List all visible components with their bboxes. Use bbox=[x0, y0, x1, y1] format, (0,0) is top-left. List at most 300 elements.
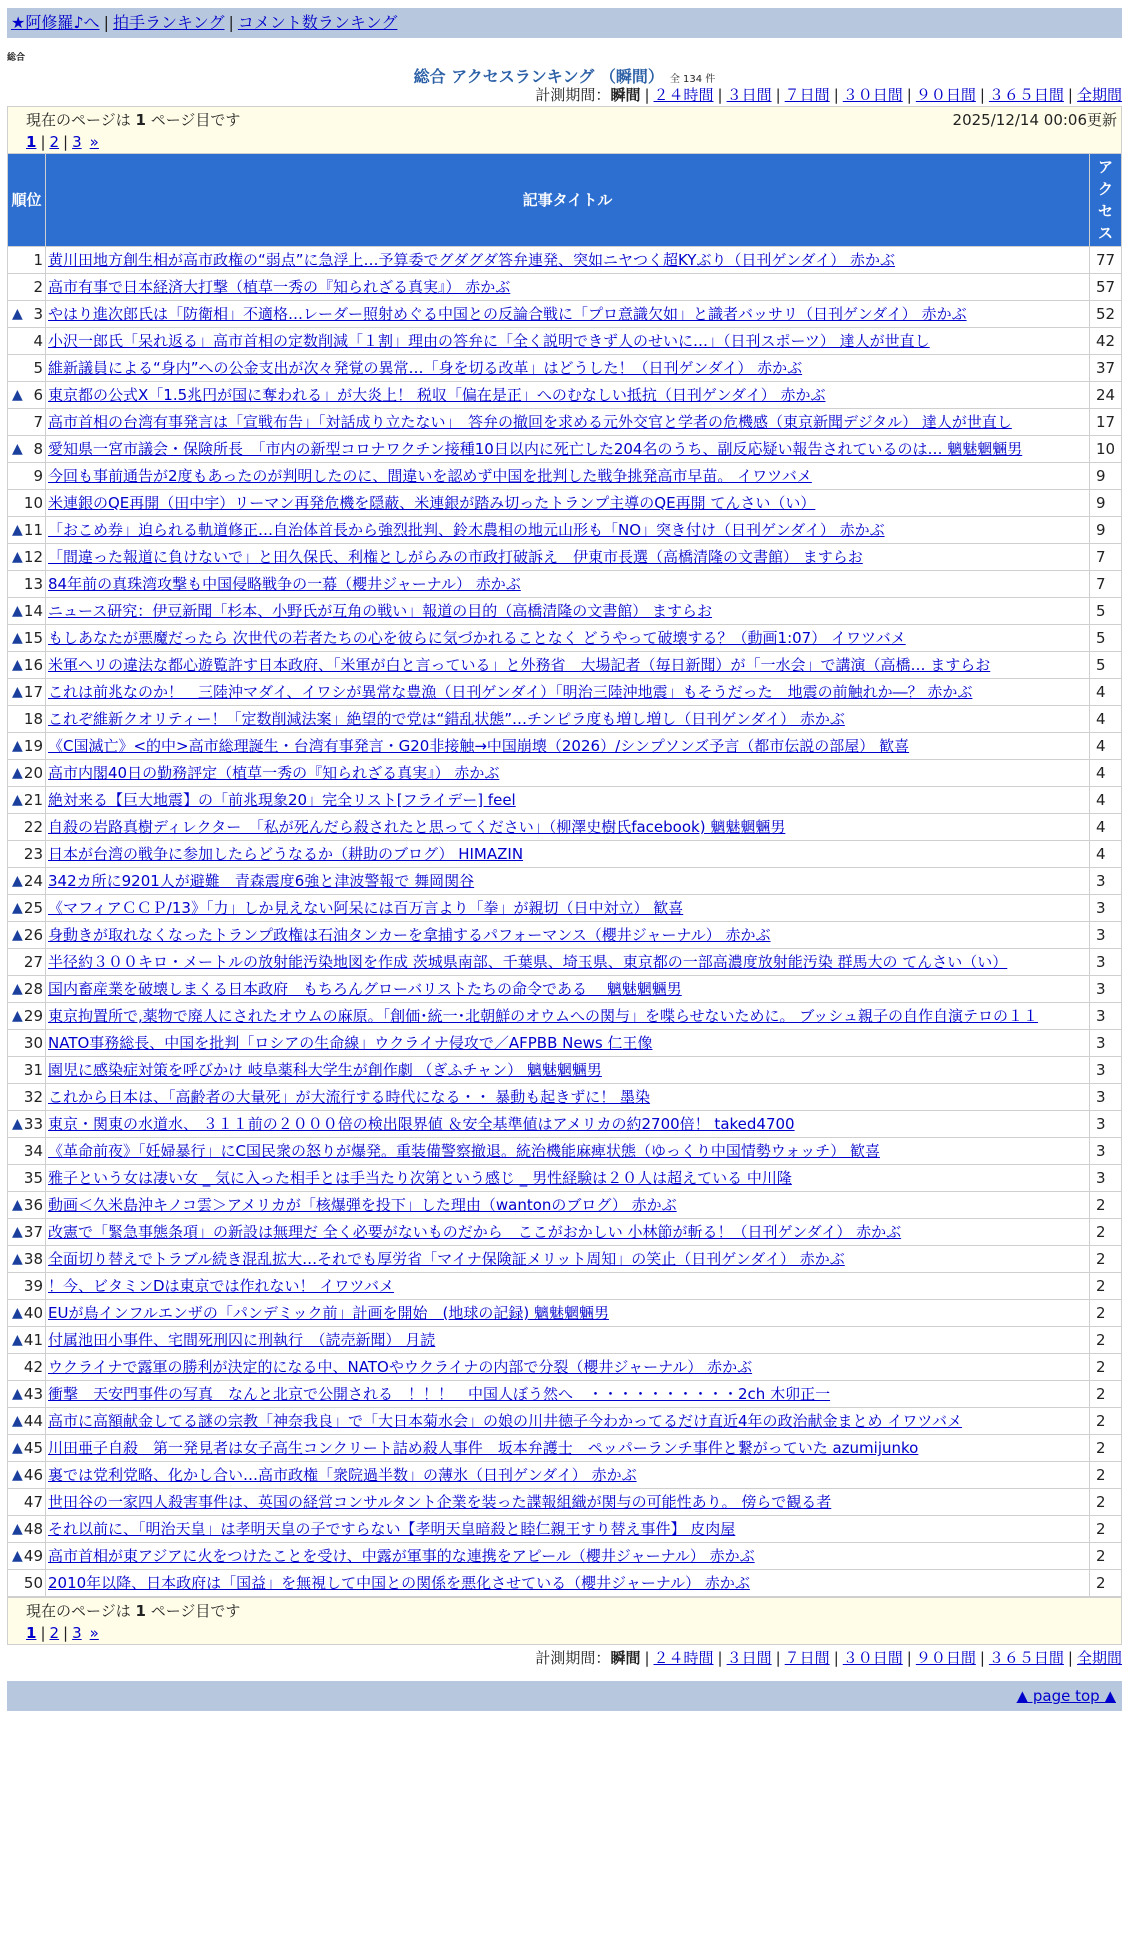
rank-cell bbox=[8, 949, 46, 976]
table-row bbox=[8, 1408, 1122, 1435]
up-arrow-icon: ▲ bbox=[12, 306, 23, 322]
article-link[interactable]: 今回も事前通告が2度もあったのが判明したのに、間違いを認めず中国を批判した戦争挑発高市早苗。 イワツバメ bbox=[48, 467, 812, 485]
title-cell bbox=[46, 679, 1090, 706]
period-link-3[interactable]: ３０日間 bbox=[842, 1649, 903, 1667]
rank-number: 16 bbox=[23, 656, 43, 674]
title-cell bbox=[46, 463, 1090, 490]
article-link[interactable]: それ以前に、「明治天皇」は孝明天皇の子ですらない【孝明天皇暗殺と睦仁親王すり替え事件】 皮肉屋 bbox=[48, 1520, 736, 1538]
article-link[interactable]: 2010年以降、日本政府は「国益」を無視して中国との関係を悪化させている（櫻井ジャーナル） 赤かぶ bbox=[48, 1574, 750, 1592]
access-count: 2 bbox=[1090, 1219, 1122, 1246]
title-cell bbox=[46, 1489, 1090, 1516]
up-arrow-icon: ▲ bbox=[12, 1386, 23, 1402]
pager-link-1[interactable]: 3 bbox=[72, 133, 82, 151]
article-link[interactable]: 《革命前夜》「妊婦暴行」にC国民衆の怒りが爆発。重装備警察撤退。統治機能麻痺状態（ゆっくり中国情勢ウォッチ） 歓喜 bbox=[48, 1142, 880, 1160]
rank-number: 45 bbox=[23, 1439, 43, 1457]
table-row bbox=[8, 1570, 1122, 1597]
title-cell bbox=[46, 1408, 1090, 1435]
article-link[interactable]: これぞ維新クオリティー！「定数削減法案」絶望的で党は“錯乱状態”…チンピラ度も増し増し（日刊ゲンダイ） 赤かぶ bbox=[48, 710, 845, 728]
access-count: 9 bbox=[1090, 517, 1122, 544]
rank-number: 12 bbox=[23, 548, 43, 566]
rank-cell bbox=[8, 1327, 46, 1354]
article-link[interactable]: 342カ所に9201人が避難 青森震度6強と津波警報で 舞岡関谷 bbox=[48, 872, 475, 890]
up-arrow-icon: ▲ bbox=[12, 792, 23, 808]
nav-separator: | bbox=[103, 13, 109, 32]
rank-number: 37 bbox=[23, 1223, 43, 1241]
rank-number: 46 bbox=[23, 1466, 43, 1484]
header-title: 記事タイトル bbox=[46, 154, 1090, 247]
title-cell bbox=[46, 949, 1090, 976]
access-count: 3 bbox=[1090, 1111, 1122, 1138]
article-link[interactable]: EUが鳥インフルエンザの「パンデミック前」計画を開始 (地球の記録) 魑魅魍魎男 bbox=[48, 1304, 610, 1322]
title-cell bbox=[46, 382, 1090, 409]
rank-cell bbox=[8, 1246, 46, 1273]
access-count: 2 bbox=[1090, 1570, 1122, 1597]
period-link-5[interactable]: ３６５日間 bbox=[988, 1649, 1064, 1667]
period-separator: | bbox=[906, 1649, 912, 1667]
rank-number: 9 bbox=[33, 467, 43, 485]
rank-number: 41 bbox=[23, 1331, 43, 1349]
access-count: 3 bbox=[1090, 868, 1122, 895]
rank-cell bbox=[8, 1084, 46, 1111]
total-count: 全 134 件 bbox=[669, 74, 716, 85]
access-count: 3 bbox=[1090, 1057, 1122, 1084]
period-link-2[interactable]: ７日間 bbox=[784, 86, 830, 104]
period-separator: | bbox=[644, 86, 650, 104]
period-separator: | bbox=[906, 86, 912, 104]
rank-number: 22 bbox=[23, 818, 43, 836]
access-count: 42 bbox=[1090, 328, 1122, 355]
period-link-5[interactable]: ３６５日間 bbox=[988, 86, 1064, 104]
article-link[interactable]: 小沢一郎氏「呆れ返る」高市首相の定数削減「１割」理由の答弁に「全く説明できず人のせいに…」（日刊スポーツ） 達人が世直し bbox=[48, 332, 930, 350]
up-arrow-icon: ▲ bbox=[12, 630, 23, 646]
up-arrow-icon: ▲ bbox=[12, 900, 23, 916]
bottom-bar bbox=[7, 1681, 1122, 1711]
rank-cell bbox=[8, 544, 46, 571]
rank-cell bbox=[8, 436, 46, 463]
rank-cell bbox=[8, 787, 46, 814]
period-separator: | bbox=[717, 1649, 723, 1667]
article-link[interactable]: 「間違った報道に負けないで」と田久保氏、利権としがらみの市政打破訴え 伊東市長選（高橋清隆の文書館） ますらお bbox=[48, 548, 863, 566]
pager-separator: | bbox=[63, 133, 69, 151]
rank-cell bbox=[8, 1516, 46, 1543]
pager-top bbox=[26, 131, 1121, 153]
article-link[interactable]: もしあなたが悪魔だったら 次世代の若者たちの心を彼らに気づかれることなく どうやって破壊する？（動画1:07） イワツバメ bbox=[48, 629, 906, 647]
article-link[interactable]: 高市首相が東アジアに火をつけたことを受け、中露が軍事的な連携をアピール（櫻井ジャーナル） 赤かぶ bbox=[48, 1547, 755, 1565]
rank-number: 21 bbox=[23, 791, 43, 809]
rank-number: 24 bbox=[23, 872, 43, 890]
rank-cell bbox=[8, 1003, 46, 1030]
title-cell bbox=[46, 841, 1090, 868]
access-count: 2 bbox=[1090, 1327, 1122, 1354]
article-link[interactable]: 黄川田地方創生相が高市政権の“弱点”に急浮上…予算委でグダグダ答弁連発、突如ニヤつく超KYぶり（日刊ゲンダイ） 赤かぶ bbox=[48, 251, 895, 269]
pager-link-0[interactable]: 2 bbox=[49, 133, 60, 151]
title-cell bbox=[46, 1273, 1090, 1300]
access-count: 4 bbox=[1090, 733, 1122, 760]
up-arrow-icon: ▲ bbox=[12, 684, 23, 700]
table-row bbox=[8, 1435, 1122, 1462]
period-link-3[interactable]: ３０日間 bbox=[842, 86, 903, 104]
table-row bbox=[8, 1273, 1122, 1300]
access-count: 4 bbox=[1090, 841, 1122, 868]
header-rank: 順位 bbox=[8, 154, 46, 247]
rank-number: 40 bbox=[23, 1304, 43, 1322]
article-link[interactable]: 東京都の公式X「1.5兆円が国に奪われる」が大炎上！ 税収「偏在是正」へのむなしい抵抗（日刊ゲンダイ） 赤かぶ bbox=[48, 386, 826, 404]
up-arrow-icon: ▲ bbox=[12, 522, 23, 538]
period-separator: | bbox=[644, 1649, 650, 1667]
rank-number: 28 bbox=[23, 980, 43, 998]
table-row bbox=[8, 544, 1122, 571]
rank-cell bbox=[8, 247, 46, 274]
article-link[interactable]: 自殺の岩路真樹ディレクター 「私が死んだら殺されたと思ってください」（柳澤史樹氏facebook) 魑魅魍魎男 bbox=[48, 818, 786, 836]
period-link-1[interactable]: ３日間 bbox=[726, 1649, 772, 1667]
rank-number: 19 bbox=[23, 737, 43, 755]
rank-cell bbox=[8, 1165, 46, 1192]
period-separator: | bbox=[833, 1649, 839, 1667]
rank-cell bbox=[8, 571, 46, 598]
rank-number: 1 bbox=[33, 251, 43, 269]
rank-cell bbox=[8, 760, 46, 787]
rank-number: 10 bbox=[23, 494, 43, 512]
article-link[interactable]: 84年前の真珠湾攻撃も中国侵略戦争の一幕（櫻井ジャーナル） 赤かぶ bbox=[48, 575, 521, 593]
article-link[interactable]: 愛知県一宮市議会・保険所長 「市内の新型コロナワクチン接種10日以内に死亡した204名のうち、副反応疑い報告されているのは… 魑魅魍魎男 bbox=[48, 440, 1023, 458]
current-page-text: 現在のページは 1 ページ目です bbox=[26, 1602, 241, 1620]
pager-current[interactable]: 1 bbox=[26, 1624, 37, 1642]
rank-number: 30 bbox=[23, 1034, 43, 1052]
rank-cell bbox=[8, 1192, 46, 1219]
article-link[interactable]: 米連銀のQE再開（田中宇）リーマン再発危機を隠蔽、米連銀が踏み切ったトランプ主導のQE再開 てんさい（い） bbox=[48, 494, 816, 512]
table-row bbox=[8, 1138, 1122, 1165]
up-arrow-icon: ▲ bbox=[12, 765, 23, 781]
title-cell bbox=[46, 274, 1090, 301]
article-link[interactable]: 雅子という女は凄い女 _ 気に入った相手とは手当たり次第という感じ _ 男性経験は２０人は超えている 中川隆 bbox=[48, 1169, 792, 1187]
table-row bbox=[8, 787, 1122, 814]
article-link[interactable]: 高市内閣40日の勤務評定（植草一秀の『知られざる真実』） 赤かぶ bbox=[48, 764, 500, 782]
access-count: 2 bbox=[1090, 1516, 1122, 1543]
rank-cell bbox=[8, 733, 46, 760]
title-cell bbox=[46, 1192, 1090, 1219]
article-link[interactable]: 全面切り替えでトラブル続き混乱拡大…それでも厚労省「マイナ保険証メリット周知」の笑止（日刊ゲンダイ） 赤かぶ bbox=[48, 1250, 845, 1268]
article-link[interactable]: NATO事務総長、中国を批判「ロシアの生命線」ウクライナ侵攻で／AFPBB News 仁王像 bbox=[48, 1034, 653, 1052]
table-row bbox=[8, 1084, 1122, 1111]
table-row bbox=[8, 571, 1122, 598]
pager-bottom bbox=[26, 1622, 1121, 1644]
period-label: 計測期間： bbox=[535, 86, 611, 104]
rank-cell bbox=[8, 1273, 46, 1300]
rank-number: 31 bbox=[23, 1061, 43, 1079]
rank-number: 34 bbox=[23, 1142, 43, 1160]
title-cell bbox=[46, 1462, 1090, 1489]
access-count: 4 bbox=[1090, 814, 1122, 841]
rank-cell bbox=[8, 625, 46, 652]
up-arrow-icon: ▲ bbox=[12, 1521, 23, 1537]
rank-number: 49 bbox=[23, 1547, 43, 1565]
title-cell bbox=[46, 733, 1090, 760]
rank-cell bbox=[8, 490, 46, 517]
up-arrow-icon: ▲ bbox=[12, 927, 23, 943]
clap-ranking-link[interactable]: 拍手ランキング bbox=[112, 13, 225, 32]
rank-number: 48 bbox=[23, 1520, 43, 1538]
rank-number: 7 bbox=[33, 413, 43, 431]
nav-separator: | bbox=[228, 13, 234, 32]
table-row bbox=[8, 409, 1122, 436]
article-link[interactable]: 付属池田小事件、宅間死刑囚に刑執行 （読売新聞） 月読 bbox=[48, 1331, 436, 1349]
article-link[interactable]: やはり進次郎氏は「防衛相」不適格…レーダー照射めぐる中国との反論合戦に「プロ意識欠如」と識者バッサリ（日刊ゲンダイ） 赤かぶ bbox=[48, 305, 967, 323]
article-link[interactable]: 《C国滅亡》<的中>高市総理誕生・台湾有事発言・G20非接触→中国崩壊（2026）/シンプソンズ予言（都市伝説の部屋） 歓喜 bbox=[48, 737, 910, 755]
pager-current[interactable]: 1 bbox=[26, 133, 37, 151]
table-row bbox=[8, 868, 1122, 895]
period-separator: | bbox=[979, 86, 985, 104]
period-current: 瞬間 bbox=[610, 86, 641, 104]
table-row bbox=[8, 1246, 1122, 1273]
access-count: 10 bbox=[1090, 436, 1122, 463]
access-count: 37 bbox=[1090, 355, 1122, 382]
period-link-0[interactable]: ２４時間 bbox=[653, 86, 714, 104]
article-link[interactable]: 国内畜産業を破壊しまくる日本政府 もちろんグローバリストたちの命令である 魑魅魍魎男 bbox=[48, 980, 682, 998]
rank-cell bbox=[8, 409, 46, 436]
title-cell bbox=[46, 1138, 1090, 1165]
article-link[interactable]: 半径約３００キロ・メートルの放射能汚染地図を作成 茨城県南部、千葉県、埼玉県、東京都の一部高濃度放射能汚染 群馬大の てんさい（い） bbox=[48, 953, 1008, 971]
table-row bbox=[8, 382, 1122, 409]
rank-cell bbox=[8, 1138, 46, 1165]
period-selector-top bbox=[7, 84, 1122, 106]
category-label: 総合 bbox=[7, 53, 26, 63]
article-link[interactable]: 高市有事で日本経済大打撃（植草一秀の『知られざる真実』） 赤かぶ bbox=[48, 278, 511, 296]
access-count: 2 bbox=[1090, 1300, 1122, 1327]
title-cell bbox=[46, 1543, 1090, 1570]
article-link[interactable]: これは前兆なのか！ 三陸沖マダイ、イワシが異常な豊漁（日刊ゲンダイ）「明治三陸沖地震」もそうだった 地震の前触れか―？ 赤かぶ bbox=[48, 683, 973, 701]
pager-separator: | bbox=[63, 1624, 69, 1642]
rank-cell bbox=[8, 868, 46, 895]
rank-cell bbox=[8, 1057, 46, 1084]
page-title-text: 総合 アクセスランキング （瞬間） bbox=[413, 67, 664, 86]
article-link[interactable]: 世田谷の一家四人殺害事件は、英国の経営コンサルタント企業を装った諜報組織が関与の可能性あり。 傍らで観る者 bbox=[48, 1493, 832, 1511]
title-cell bbox=[46, 922, 1090, 949]
table-row bbox=[8, 733, 1122, 760]
table-row bbox=[8, 274, 1122, 301]
access-count: 3 bbox=[1090, 976, 1122, 1003]
article-link[interactable]: 衝撃 天安門事件の写真 なんと北京で公開される ！！！ 中国人ぼう然へ ・・・・・・・・・・2ch 木卯正一 bbox=[48, 1385, 831, 1403]
period-link-1[interactable]: ３日間 bbox=[726, 86, 772, 104]
rank-number: 5 bbox=[33, 359, 43, 377]
ranking-table bbox=[7, 153, 1122, 1597]
up-arrow-icon: ▲ bbox=[12, 1467, 23, 1483]
rank-number: 18 bbox=[23, 710, 43, 728]
period-link-2[interactable]: ７日間 bbox=[784, 1649, 830, 1667]
title-cell bbox=[46, 247, 1090, 274]
article-link[interactable]: 絶対来る【巨大地震】の「前兆現象20」完全リスト[フライデー] feel bbox=[48, 791, 516, 809]
period-separator: | bbox=[833, 86, 839, 104]
access-count: 2 bbox=[1090, 1489, 1122, 1516]
article-link[interactable]: ウクライナで露軍の勝利が決定的になる中、NATOやウクライナの内部で分裂（櫻井ジャーナル） 赤かぶ bbox=[48, 1358, 753, 1376]
article-link[interactable]: ！今、ビタミンDは東京では作れない！ イワツバメ bbox=[48, 1277, 395, 1295]
up-arrow-icon: ▲ bbox=[12, 657, 23, 673]
updated-timestamp: 2025/12/14 00:06更新 bbox=[952, 111, 1117, 129]
article-link[interactable]: 日本が台湾の戦争に参加したらどうなるか（耕助のブログ） HIMAZIN bbox=[48, 845, 524, 863]
table-row bbox=[8, 1165, 1122, 1192]
title-cell bbox=[46, 1111, 1090, 1138]
rank-cell bbox=[8, 706, 46, 733]
page-title bbox=[7, 64, 1122, 84]
rank-cell bbox=[8, 301, 46, 328]
table-row bbox=[8, 1327, 1122, 1354]
access-count: 2 bbox=[1090, 1381, 1122, 1408]
article-link[interactable]: 高市首相の台湾有事発言は「宣戦布告」「対話成り立たない」 答弁の撤回を求める元外交官と学者の危機感（東京新聞デジタル） 達人が世直し bbox=[48, 413, 1012, 431]
article-link[interactable]: 東京・関東の水道水、 ３１１前の２０００倍の検出限界値 ＆安全基準値はアメリカの約2700倍！ taked4700 bbox=[48, 1115, 795, 1133]
article-link[interactable]: 「おこめ券」迫られる軌道修正…自治体首長から強烈批判、鈴木農相の地元山形も「NO」突き付け（日刊ゲンダイ） 赤かぶ bbox=[48, 521, 885, 539]
article-link[interactable]: 東京拘置所で,薬物で廃人にされたオウムの麻原。「創価･統一･北朝鮮のオウムへの関与」を喋らせないために。 ブッシュ親子の自作自演テロの１１ bbox=[48, 1007, 1038, 1025]
pager-link-1[interactable]: 3 bbox=[72, 1624, 82, 1642]
article-link[interactable]: 改憲で「緊急事態条項」の新設は無理だ 全く必要がないものだから ここがおかしい 小林節が斬る！（日刊ゲンダイ） 赤かぶ bbox=[48, 1223, 902, 1241]
period-link-0[interactable]: ２４時間 bbox=[653, 1649, 714, 1667]
up-arrow-icon: ▲ bbox=[12, 1413, 23, 1429]
up-arrow-icon: ▲ bbox=[12, 738, 23, 754]
title-cell bbox=[46, 1057, 1090, 1084]
period-separator: | bbox=[775, 86, 781, 104]
rank-number: 4 bbox=[33, 332, 43, 350]
rank-cell bbox=[8, 652, 46, 679]
title-cell bbox=[46, 544, 1090, 571]
table-row bbox=[8, 814, 1122, 841]
title-cell bbox=[46, 706, 1090, 733]
up-arrow-icon: ▲ bbox=[12, 1008, 23, 1024]
access-count: 2 bbox=[1090, 1246, 1122, 1273]
up-arrow-icon: ▲ bbox=[12, 387, 23, 403]
rank-number: 44 bbox=[23, 1412, 43, 1430]
access-count: 4 bbox=[1090, 706, 1122, 733]
rank-cell bbox=[8, 517, 46, 544]
pager-link-0[interactable]: 2 bbox=[49, 1624, 60, 1642]
article-link[interactable]: これから日本は、「高齢者の大量死」が大流行する時代になる・・ 暴動も起きずに！ 墨染 bbox=[48, 1088, 651, 1106]
table-row bbox=[8, 1489, 1122, 1516]
article-link[interactable]: 維新議員による“身内”への公金支出が次々発覚の異常…「身を切る改革」はどうした！（日刊ゲンダイ） 赤かぶ bbox=[48, 359, 803, 377]
access-count: 3 bbox=[1090, 895, 1122, 922]
up-arrow-icon: ▲ bbox=[12, 873, 23, 889]
rank-number: 3 bbox=[33, 305, 43, 323]
table-row bbox=[8, 1003, 1122, 1030]
period-separator: | bbox=[775, 1649, 781, 1667]
table-row bbox=[8, 679, 1122, 706]
rank-number: 36 bbox=[23, 1196, 43, 1214]
rank-cell bbox=[8, 1381, 46, 1408]
rank-cell bbox=[8, 1435, 46, 1462]
title-cell bbox=[46, 1435, 1090, 1462]
rank-cell bbox=[8, 1030, 46, 1057]
table-row bbox=[8, 1057, 1122, 1084]
rank-number: 15 bbox=[23, 629, 43, 647]
rank-cell bbox=[8, 463, 46, 490]
title-cell bbox=[46, 787, 1090, 814]
title-cell bbox=[46, 625, 1090, 652]
access-count: 3 bbox=[1090, 1138, 1122, 1165]
title-cell bbox=[46, 328, 1090, 355]
title-cell bbox=[46, 1084, 1090, 1111]
period-link-4[interactable]: ９０日間 bbox=[915, 86, 976, 104]
access-count: 9 bbox=[1090, 463, 1122, 490]
table-row bbox=[8, 841, 1122, 868]
pager-link-2[interactable]: » bbox=[89, 133, 99, 151]
rank-cell bbox=[8, 1219, 46, 1246]
article-link[interactable]: 動画＜久米島沖キノコ雲＞アメリカが「核爆弾を投下」した理由（wantonのブログ） 赤かぶ bbox=[48, 1196, 677, 1214]
access-count: 3 bbox=[1090, 1030, 1122, 1057]
article-link[interactable]: 米軍ヘリの違法な都心遊覧許す日本政府、「米軍が白と言っている」と外務省 大場記者（毎日新聞）が「一水会」で講演（高橋… ますらお bbox=[48, 656, 991, 674]
title-cell bbox=[46, 1246, 1090, 1273]
rank-cell bbox=[8, 841, 46, 868]
article-link[interactable]: 《マフィアＣＣＰ/13》「力」しか見えない阿呆には百万言より「拳」が親切（日中対立） 歓喜 bbox=[48, 899, 684, 917]
pager-separator: | bbox=[40, 1624, 46, 1642]
pager-link-2[interactable]: » bbox=[89, 1624, 99, 1642]
rank-number: 8 bbox=[33, 440, 43, 458]
rank-cell bbox=[8, 1354, 46, 1381]
up-arrow-icon: ▲ bbox=[12, 603, 23, 619]
up-arrow-icon: ▲ bbox=[12, 441, 23, 457]
title-cell bbox=[46, 1003, 1090, 1030]
rank-number: 50 bbox=[23, 1574, 43, 1592]
period-link-6[interactable]: 全期間 bbox=[1076, 1649, 1122, 1667]
period-current: 瞬間 bbox=[610, 1649, 641, 1667]
rank-number: 20 bbox=[23, 764, 43, 782]
article-link[interactable]: 園児に感染症対策を呼びかけ 岐阜薬科大学生が創作劇 （ぎふチャン） 魑魅魍魎男 bbox=[48, 1061, 602, 1079]
access-count: 4 bbox=[1090, 760, 1122, 787]
table-row bbox=[8, 247, 1122, 274]
rank-cell bbox=[8, 814, 46, 841]
page-info-bottom bbox=[7, 1597, 1122, 1645]
table-row bbox=[8, 301, 1122, 328]
up-arrow-icon: ▲ bbox=[12, 1116, 23, 1132]
table-row bbox=[8, 1516, 1122, 1543]
access-count: 2 bbox=[1090, 1435, 1122, 1462]
title-cell bbox=[46, 1381, 1090, 1408]
title-cell bbox=[46, 814, 1090, 841]
article-link[interactable]: 身動きが取れなくなったトランプ政権は石油タンカーを拿捕するパフォーマンス（櫻井ジャーナル） 赤かぶ bbox=[48, 926, 771, 944]
article-link[interactable]: 高市に高額献金してる謎の宗教「神奈我良」で「大日本菊水会」の娘の川井徳子今わかってるだけ直近4年の政治献金まとめ イワツバメ bbox=[48, 1412, 963, 1430]
article-link[interactable]: 川田亜子自殺 第一発見者は女子高生コンクリート詰め殺人事件 坂本弁護士 ペッパーランチ事件と繋がっていた azumijunko bbox=[48, 1439, 919, 1457]
access-count: 5 bbox=[1090, 652, 1122, 679]
title-cell bbox=[46, 976, 1090, 1003]
title-cell bbox=[46, 1516, 1090, 1543]
rank-number: 27 bbox=[23, 953, 43, 971]
rank-number: 2 bbox=[33, 278, 43, 296]
access-count: 7 bbox=[1090, 571, 1122, 598]
title-cell bbox=[46, 409, 1090, 436]
period-link-6[interactable]: 全期間 bbox=[1076, 86, 1122, 104]
up-arrow-icon: ▲ bbox=[12, 981, 23, 997]
article-link[interactable]: ニュース研究：伊豆新聞「杉本、小野氏が互角の戦い」報道の目的（高橋清隆の文書館） ますらお bbox=[48, 602, 713, 620]
rank-number: 38 bbox=[23, 1250, 43, 1268]
rank-cell bbox=[8, 328, 46, 355]
rank-cell bbox=[8, 1570, 46, 1597]
up-arrow-icon: ▲ bbox=[12, 549, 23, 565]
table-row bbox=[8, 922, 1122, 949]
article-link[interactable]: 裏では党利党略、化かし合い…高市政権「衆院過半数」の薄氷（日刊ゲンダイ） 赤かぶ bbox=[48, 1466, 637, 1484]
rank-cell bbox=[8, 274, 46, 301]
period-link-4[interactable]: ９０日間 bbox=[915, 1649, 976, 1667]
table-row bbox=[8, 1354, 1122, 1381]
rank-cell bbox=[8, 1489, 46, 1516]
rank-number: 39 bbox=[23, 1277, 43, 1295]
up-arrow-icon: ▲ bbox=[12, 1332, 23, 1348]
rank-cell bbox=[8, 976, 46, 1003]
up-arrow-icon: ▲ bbox=[12, 1251, 23, 1267]
page-info-top bbox=[7, 106, 1122, 153]
title-cell bbox=[46, 571, 1090, 598]
rank-number: 11 bbox=[23, 521, 43, 539]
comment-ranking-link[interactable]: コメント数ランキング bbox=[237, 13, 398, 32]
table-row bbox=[8, 1300, 1122, 1327]
page-top-link[interactable]: ▲ page top ▲ bbox=[1016, 1687, 1116, 1705]
up-arrow-icon: ▲ bbox=[12, 1224, 23, 1240]
table-row bbox=[8, 1111, 1122, 1138]
home-link[interactable]: ★阿修羅♪へ bbox=[11, 13, 100, 32]
